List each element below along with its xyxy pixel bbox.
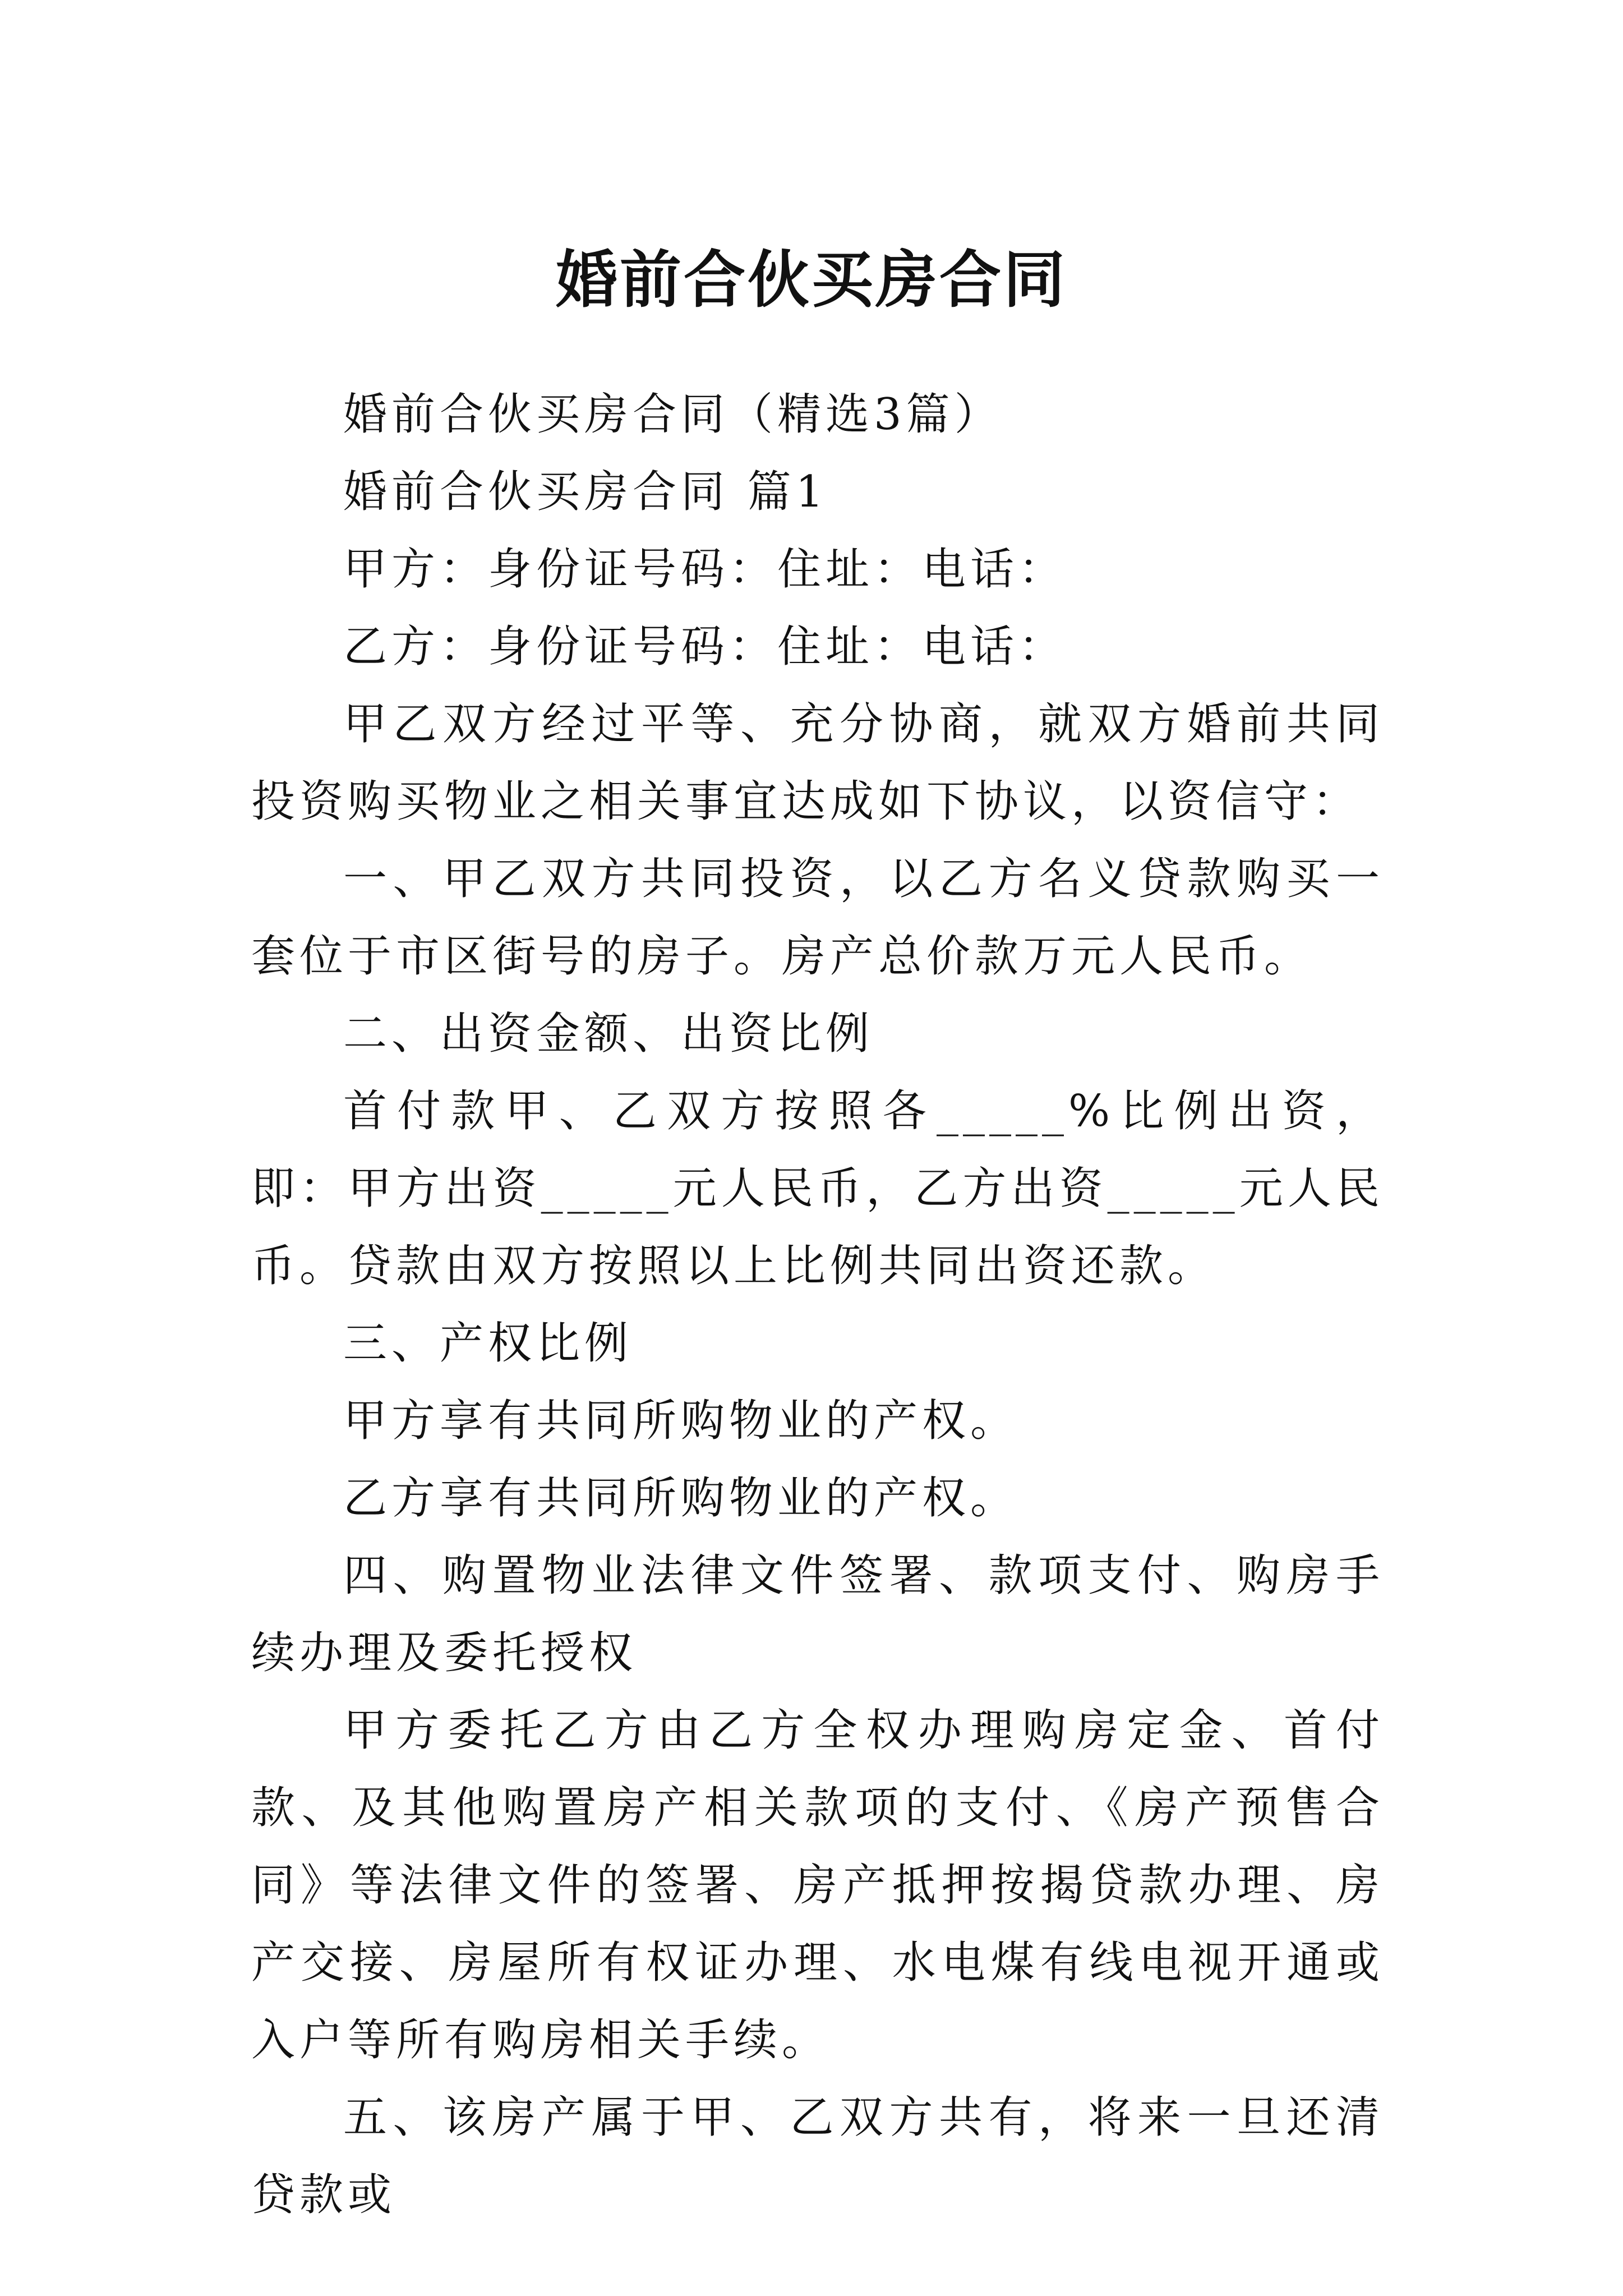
paragraph: 甲方：身份证号码：住址：电话： <box>343 544 1067 595</box>
paragraph: 首付款甲、乙双方按照各_____%比例出资，即：甲方出资_____元人民币，乙方出资_____元人民币。贷款由双方按照以上比例共同出资还款。 <box>251 1086 1384 1291</box>
paragraph: 甲方享有共同所购物业的产权。 <box>343 1396 1019 1446</box>
paragraph: 婚前合伙买房合同（精选3篇） <box>343 389 1003 440</box>
paragraph: 四、购置物业法律文件签署、款项支付、购房手续办理及委托授权 <box>251 1550 1384 1678</box>
document-body <box>251 376 1384 2234</box>
paragraph: 甲乙双方经过平等、充分协商，就双方婚前共同投资购买物业之相关事宜达成如下协议，以资信守： <box>251 699 1384 827</box>
paragraph: 婚前合伙买房合同 篇1 <box>343 467 828 517</box>
paragraph: 一、甲乙双方共同投资，以乙方名义贷款购买一套位于市区街号的房子。房产总价款万元人民币。 <box>251 854 1384 982</box>
paragraph: 乙方：身份证号码：住址：电话： <box>343 622 1067 672</box>
paragraph: 甲方委托乙方由乙方全权办理购房定金、首付款、及其他购置房产相关款项的支付、《房产预售合同》等法律文件的签署、房产抵押按揭贷款办理、房产交接、房屋所有权证办理、水电煤有线电视开通或入户等所有购房相关手续。 <box>251 1705 1384 2065</box>
paragraph: 乙方享有共同所购物业的产权。 <box>343 1473 1019 1524</box>
document-title: 婚前合伙买房合同 <box>556 243 1067 316</box>
paragraph: 二、出资金额、出资比例 <box>343 1009 874 1059</box>
paragraph: 三、产权比例 <box>343 1318 633 1369</box>
paragraph: 五、该房产属于甲、乙双方共有，将来一旦还清贷款或 <box>251 2092 1384 2220</box>
